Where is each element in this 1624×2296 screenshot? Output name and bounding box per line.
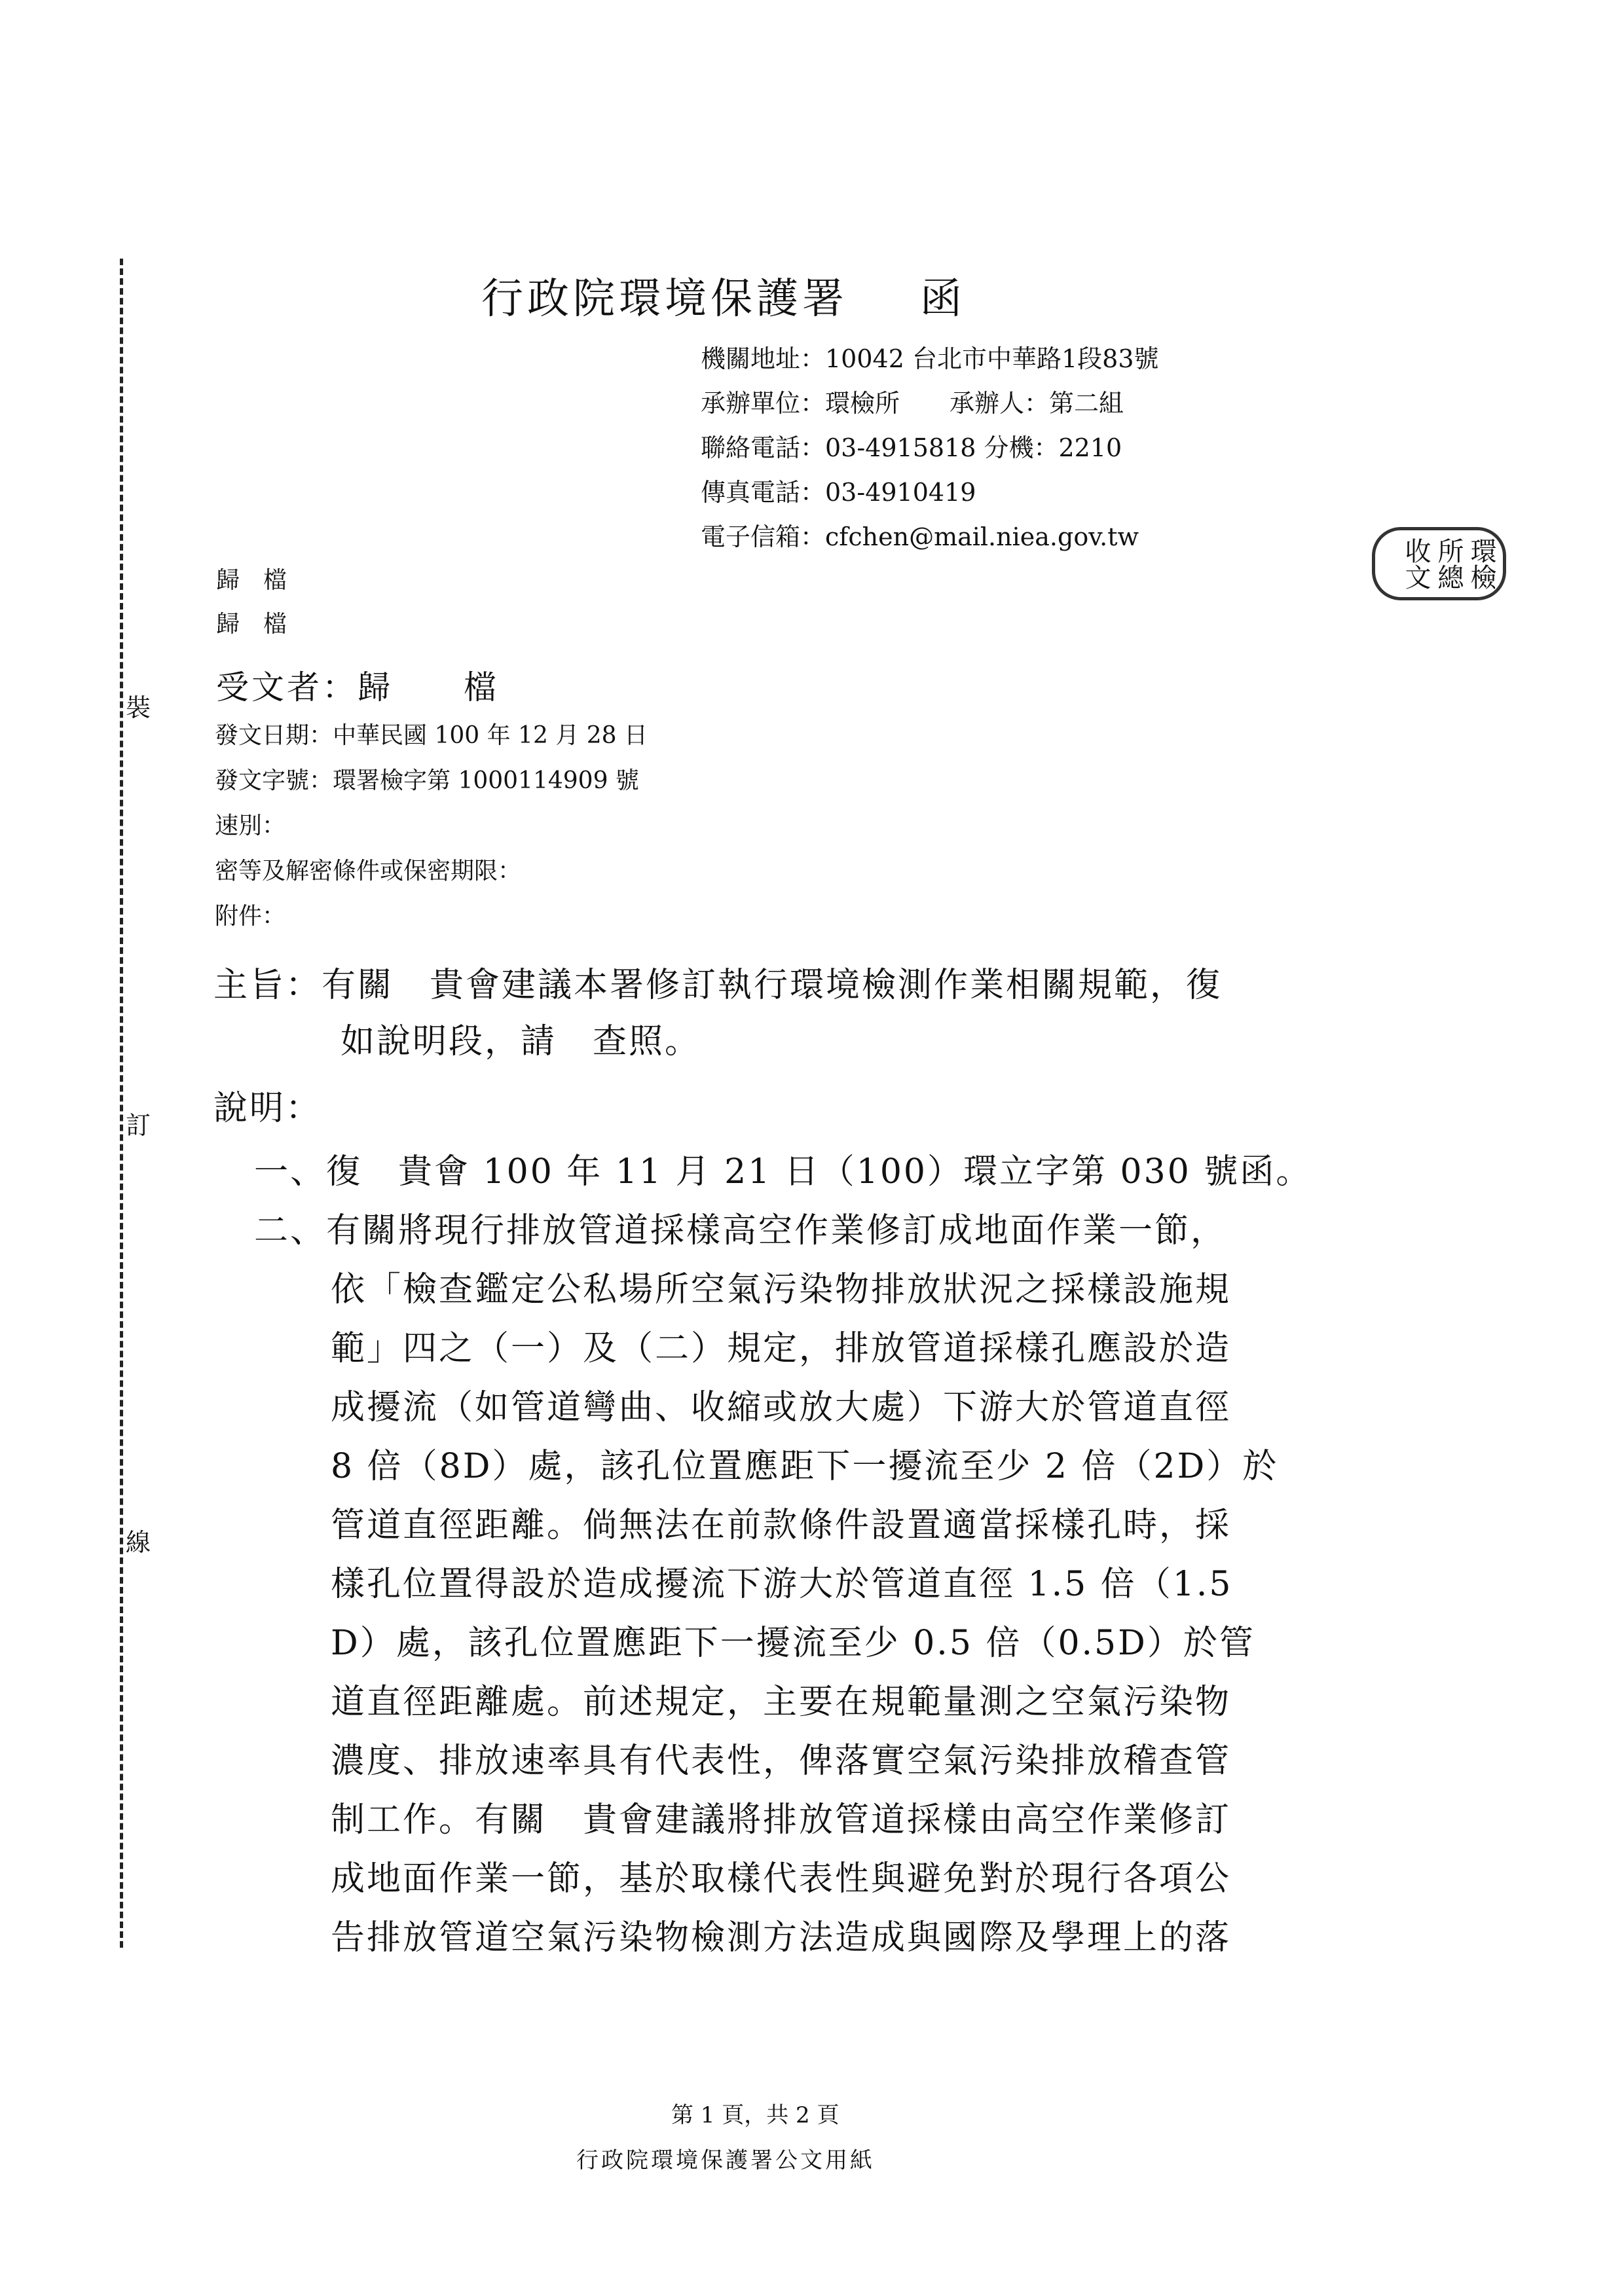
receipt-stamp: [1372, 527, 1506, 600]
binding-line: [120, 259, 123, 1948]
page-number: 第 1 頁，共 2 頁: [671, 2102, 840, 2128]
explanation-line: 濃度、排放速率具有代表性，俾落實空氣污染排放稽查管: [331, 1741, 1232, 1781]
urgency: 速別：: [215, 812, 286, 839]
sender-fax: 傳真電話：03-4910419: [701, 478, 976, 507]
classification: 密等及解密條件或保密期限：: [215, 858, 522, 884]
explanation-line: 成擾流（如管道彎曲、收縮或放大處）下游大於管道直徑: [331, 1388, 1232, 1427]
document-number: 發文字號：環署檢字第 1000114909 號: [215, 767, 639, 794]
attachments: 附件：: [215, 903, 286, 930]
explanation-line: 依「檢查鑑定公私場所空氣污染物排放狀況之採樣設施規: [331, 1270, 1232, 1309]
sender-unit: 承辦單位：環檢所 承辦人：第二組: [701, 389, 1124, 418]
explanation-heading: 說明：: [213, 1089, 322, 1128]
binding-char-zhuang: 裝: [126, 693, 151, 722]
explanation-line: 8 倍（8D）處，該孔位置應距下一擾流至少 2 倍（2D）於: [331, 1447, 1279, 1486]
explanation-line: 範」四之（一）及（二）規定，排放管道採樣孔應設於造: [331, 1329, 1232, 1368]
sender-address: 機關地址：10042 台北市中華路1段83號: [701, 344, 1159, 373]
explanation-line: 樣孔位置得設於造成擾流下游大於管道直徑 1.5 倍（1.5: [331, 1565, 1233, 1604]
binding-char-xian: 線: [126, 1528, 151, 1557]
recipient: 受文者：歸 檔: [216, 668, 499, 706]
footer-text: 行政院環境保護署公文用紙: [576, 2147, 875, 2174]
agency-name: 行政院環境保護署: [481, 275, 848, 323]
explanation-line: 道直徑距離處。前述規定，主要在規範量測之空氣污染物: [331, 1683, 1232, 1722]
subject-line: 主旨：有關 貴會建議本署修訂執行環境檢測作業相關規範，復: [213, 966, 1223, 1005]
document-type: 函: [920, 275, 966, 323]
explanation-line: 二、有關將現行排放管道採樣高空作業修訂成地面作業一節，: [254, 1211, 1227, 1250]
document-title: [481, 265, 966, 325]
stamp-text: 環檢所總收文: [1401, 538, 1496, 590]
subject-line: 如說明段，請 查照。: [341, 1022, 701, 1061]
filing-mark: 歸 檔: [216, 611, 287, 638]
binding-char-ding: 訂: [126, 1111, 151, 1140]
sender-email: 電子信箱：cfchen@mail.niea.gov.tw: [701, 522, 1139, 551]
explanation-line: D）處，該孔位置應距下一擾流至少 0.5 倍（0.5D）於管: [331, 1624, 1255, 1663]
explanation-line: 告排放管道空氣污染物檢測方法造成與國際及學理上的落: [331, 1918, 1232, 1958]
explanation-line: 成地面作業一節，基於取樣代表性與避免對於現行各項公: [331, 1859, 1232, 1899]
explanation-line: 管道直徑距離。倘無法在前款條件設置適當採樣孔時，採: [331, 1506, 1232, 1545]
explanation-line: 一、復 貴會 100 年 11 月 21 日（100）環立字第 030 號函。: [254, 1152, 1312, 1192]
issue-date: 發文日期：中華民國 100 年 12 月 28 日: [215, 722, 648, 749]
explanation-line: 制工作。有關 貴會建議將排放管道採樣由高空作業修訂: [331, 1800, 1232, 1840]
sender-phone: 聯絡電話：03-4915818 分機：2210: [701, 433, 1122, 462]
filing-mark: 歸 檔: [216, 567, 287, 594]
